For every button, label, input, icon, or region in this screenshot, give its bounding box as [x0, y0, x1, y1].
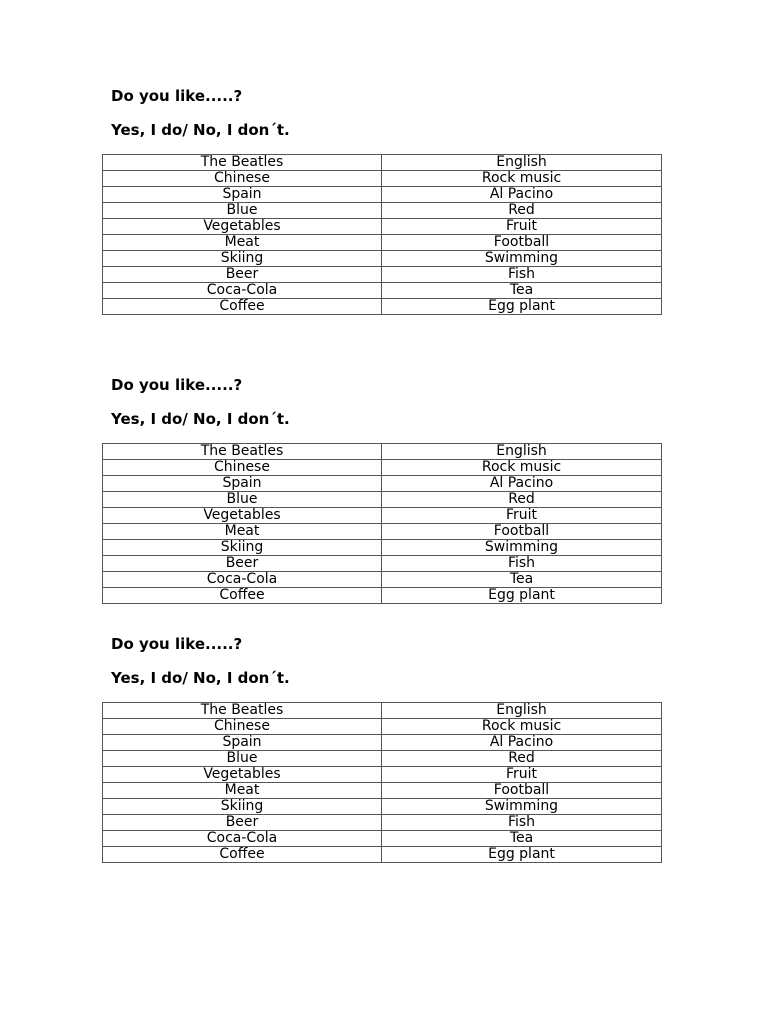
- table-row: [103, 444, 662, 460]
- table-cell-left: Coffee: [103, 847, 382, 863]
- table-cell-left: Meat: [103, 235, 382, 251]
- answer-heading: Yes, I do/ No, I don´t.: [111, 669, 290, 687]
- table-cell-right: English: [382, 155, 662, 171]
- table-cell-right: Egg plant: [382, 588, 662, 604]
- table-cell-right: Swimming: [382, 540, 662, 556]
- table-row: [103, 799, 662, 815]
- table-cell-left: Skiing: [103, 799, 382, 815]
- table-cell-right: Red: [382, 492, 662, 508]
- table-cell-left: Coca-Cola: [103, 572, 382, 588]
- table-cell-right: Egg plant: [382, 847, 662, 863]
- table-cell-right: Red: [382, 751, 662, 767]
- table-cell-right: Rock music: [382, 719, 662, 735]
- likes-table: [102, 702, 662, 863]
- table-cell-left: Coffee: [103, 299, 382, 315]
- table-row: [103, 719, 662, 735]
- table-cell-right: English: [382, 444, 662, 460]
- table-row: [103, 556, 662, 572]
- table-cell-right: Football: [382, 235, 662, 251]
- likes-table: [102, 154, 662, 315]
- table-cell-left: Beer: [103, 556, 382, 572]
- table-row: [103, 735, 662, 751]
- table-cell-right: Tea: [382, 831, 662, 847]
- table-cell-left: Skiing: [103, 251, 382, 267]
- question-heading: Do you like.....?: [111, 376, 243, 394]
- table-cell-left: Chinese: [103, 171, 382, 187]
- table-row: [103, 751, 662, 767]
- table-cell-left: Vegetables: [103, 767, 382, 783]
- table-cell-left: Vegetables: [103, 219, 382, 235]
- table-cell-left: Meat: [103, 783, 382, 799]
- table-cell-right: Fruit: [382, 767, 662, 783]
- table-row: [103, 267, 662, 283]
- table-row: [103, 460, 662, 476]
- table-cell-left: Meat: [103, 524, 382, 540]
- table-cell-left: Chinese: [103, 460, 382, 476]
- table-cell-right: Swimming: [382, 251, 662, 267]
- table-cell-left: The Beatles: [103, 703, 382, 719]
- table-cell-right: Red: [382, 203, 662, 219]
- table-cell-left: Chinese: [103, 719, 382, 735]
- table-cell-right: Football: [382, 524, 662, 540]
- table-cell-left: Beer: [103, 815, 382, 831]
- table-cell-left: Spain: [103, 735, 382, 751]
- table-row: [103, 155, 662, 171]
- table-cell-right: Fruit: [382, 508, 662, 524]
- table-cell-left: Blue: [103, 492, 382, 508]
- table-row: [103, 235, 662, 251]
- table-cell-right: Tea: [382, 283, 662, 299]
- table-row: [103, 299, 662, 315]
- table-row: [103, 540, 662, 556]
- question-heading: Do you like.....?: [111, 635, 243, 653]
- table-cell-right: Rock music: [382, 460, 662, 476]
- table-row: [103, 767, 662, 783]
- table-cell-left: The Beatles: [103, 155, 382, 171]
- table-cell-left: Coffee: [103, 588, 382, 604]
- table-row: [103, 524, 662, 540]
- table-row: [103, 219, 662, 235]
- answer-heading: Yes, I do/ No, I don´t.: [111, 410, 290, 428]
- table-cell-left: Skiing: [103, 540, 382, 556]
- table-row: [103, 492, 662, 508]
- table-cell-left: Spain: [103, 476, 382, 492]
- table-row: [103, 783, 662, 799]
- table-cell-right: Al Pacino: [382, 187, 662, 203]
- table-row: [103, 815, 662, 831]
- table-cell-left: The Beatles: [103, 444, 382, 460]
- table-cell-right: Egg plant: [382, 299, 662, 315]
- answer-heading: Yes, I do/ No, I don´t.: [111, 121, 290, 139]
- table-cell-right: Rock music: [382, 171, 662, 187]
- table-cell-left: Beer: [103, 267, 382, 283]
- table-cell-right: Fish: [382, 815, 662, 831]
- table-row: [103, 187, 662, 203]
- table-cell-left: Blue: [103, 751, 382, 767]
- table-row: [103, 703, 662, 719]
- table-cell-right: Fruit: [382, 219, 662, 235]
- table-cell-right: Al Pacino: [382, 735, 662, 751]
- likes-table: [102, 443, 662, 604]
- table-cell-left: Coca-Cola: [103, 283, 382, 299]
- table-row: [103, 508, 662, 524]
- table-row: [103, 831, 662, 847]
- table-cell-left: Coca-Cola: [103, 831, 382, 847]
- table-row: [103, 847, 662, 863]
- table-cell-left: Spain: [103, 187, 382, 203]
- table-row: [103, 283, 662, 299]
- table-cell-right: Fish: [382, 267, 662, 283]
- table-cell-right: Fish: [382, 556, 662, 572]
- table-row: [103, 203, 662, 219]
- table-cell-right: English: [382, 703, 662, 719]
- table-row: [103, 572, 662, 588]
- table-cell-right: Al Pacino: [382, 476, 662, 492]
- table-cell-right: Swimming: [382, 799, 662, 815]
- table-row: [103, 251, 662, 267]
- table-cell-right: Tea: [382, 572, 662, 588]
- table-row: [103, 476, 662, 492]
- question-heading: Do you like.....?: [111, 87, 243, 105]
- table-cell-left: Blue: [103, 203, 382, 219]
- table-cell-right: Football: [382, 783, 662, 799]
- table-row: [103, 588, 662, 604]
- table-cell-left: Vegetables: [103, 508, 382, 524]
- table-row: [103, 171, 662, 187]
